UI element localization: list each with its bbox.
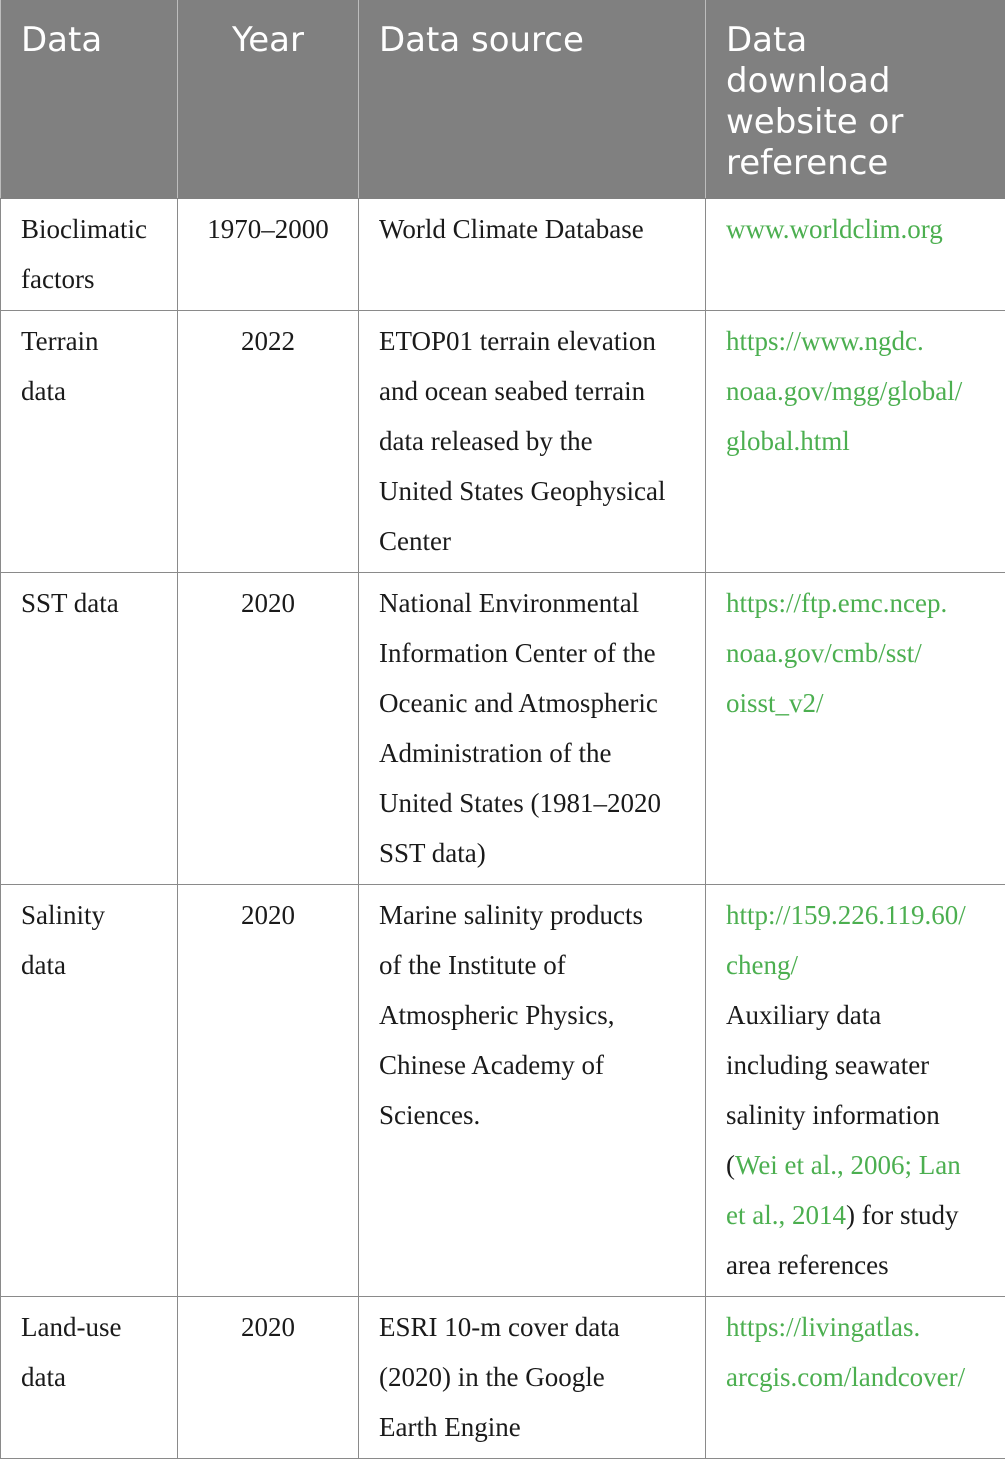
cell-year: 2022: [178, 311, 359, 573]
cell-text: ESRI 10-m cover data: [379, 1312, 620, 1342]
reference-line: [726, 1190, 999, 1240]
header-website-line: website or: [726, 102, 904, 142]
cell-text: Earth Engine: [379, 1412, 521, 1442]
cell-text: SST data): [379, 838, 486, 868]
cell-text: ) for study: [845, 1200, 959, 1230]
website-link[interactable]: https://livingatlas.: [726, 1312, 921, 1342]
cell-text: United States Geophysical: [379, 476, 666, 506]
cell-text: Bioclimatic: [21, 214, 147, 244]
cell-text: Marine salinity products: [379, 900, 643, 930]
header-website: [706, 0, 1005, 199]
reference-line: [726, 1140, 999, 1190]
header-year: Year: [178, 0, 359, 199]
cell-data: [1, 199, 178, 311]
website-link[interactable]: https://ftp.emc.ncep.: [726, 588, 948, 618]
cell-text: National Environmental: [379, 588, 640, 618]
reference-link[interactable]: et al., 2014: [726, 1200, 846, 1230]
website-link[interactable]: arcgis.com/landcover/: [726, 1362, 966, 1392]
cell-source: [359, 1297, 706, 1459]
table-row: [1, 885, 1005, 1297]
header-source: Data source: [359, 0, 706, 199]
website-link[interactable]: https://www.ngdc.: [726, 326, 924, 356]
cell-website: [706, 573, 1005, 885]
cell-text: Administration of the: [379, 738, 612, 768]
cell-text: SST data: [21, 588, 119, 618]
cell-year: 2020: [178, 573, 359, 885]
cell-text: Auxiliary data: [726, 1000, 882, 1030]
cell-text: Land-use: [21, 1312, 122, 1342]
cell-text: and ocean seabed terrain: [379, 376, 646, 406]
cell-website: [706, 311, 1005, 573]
cell-text: ETOP01 terrain elevation: [379, 326, 656, 356]
cell-text: of the Institute of: [379, 950, 566, 980]
cell-data: [1, 885, 178, 1297]
website-link[interactable]: http://159.226.119.60/: [726, 900, 966, 930]
table-row: [1, 199, 1005, 311]
cell-year: 2020: [178, 1297, 359, 1459]
cell-text: Sciences.: [379, 1100, 481, 1130]
header-data: Data: [1, 0, 178, 199]
reference-link[interactable]: Lan: [918, 1150, 961, 1180]
cell-source: [359, 199, 706, 311]
cell-source: [359, 573, 706, 885]
cell-data: [1, 311, 178, 573]
cell-text: Salinity: [21, 900, 106, 930]
website-link[interactable]: oisst_v2/: [726, 688, 824, 718]
cell-text: including seawater: [726, 1050, 930, 1080]
header-row: [1, 0, 1005, 199]
cell-website: [706, 885, 1005, 1297]
cell-text: data: [21, 376, 66, 406]
website-link[interactable]: noaa.gov/cmb/sst/: [726, 638, 922, 668]
reference-link[interactable]: Wei et al., 2006;: [735, 1150, 913, 1180]
cell-text: Terrain: [21, 326, 99, 356]
cell-text: (: [726, 1150, 735, 1180]
table-row: [1, 1297, 1005, 1459]
website-link[interactable]: www.worldclim.org: [726, 214, 943, 244]
cell-text: World Climate Database: [379, 214, 644, 244]
cell-text: data: [21, 1362, 66, 1392]
cell-text: area references: [726, 1250, 889, 1280]
cell-website: [706, 199, 1005, 311]
cell-year: 2020: [178, 885, 359, 1297]
header-website-line: Data: [726, 20, 808, 60]
website-link[interactable]: global.html: [726, 426, 850, 456]
website-link[interactable]: noaa.gov/mgg/global/: [726, 376, 963, 406]
table-row: [1, 573, 1005, 885]
cell-data: [1, 573, 178, 885]
cell-year: 1970–2000: [178, 199, 359, 311]
cell-text: Center: [379, 526, 451, 556]
header-website-line: download: [726, 61, 891, 101]
cell-source: [359, 311, 706, 573]
cell-text: United States (1981–2020: [379, 788, 661, 818]
cell-text: (2020) in the Google: [379, 1362, 605, 1392]
cell-text: Oceanic and Atmospheric: [379, 688, 658, 718]
cell-source: [359, 885, 706, 1297]
cell-text: Atmospheric Physics,: [379, 1000, 615, 1030]
cell-text: salinity information: [726, 1100, 940, 1130]
website-link[interactable]: cheng/: [726, 950, 798, 980]
cell-text: factors: [21, 264, 95, 294]
cell-text: Information Center of the: [379, 638, 656, 668]
cell-data: [1, 1297, 178, 1459]
cell-text: data: [21, 950, 66, 980]
table-row: [1, 311, 1005, 573]
header-website-line: reference: [726, 143, 889, 183]
cell-website: [706, 1297, 1005, 1459]
cell-text: Chinese Academy of: [379, 1050, 604, 1080]
cell-text: data released by the: [379, 426, 593, 456]
